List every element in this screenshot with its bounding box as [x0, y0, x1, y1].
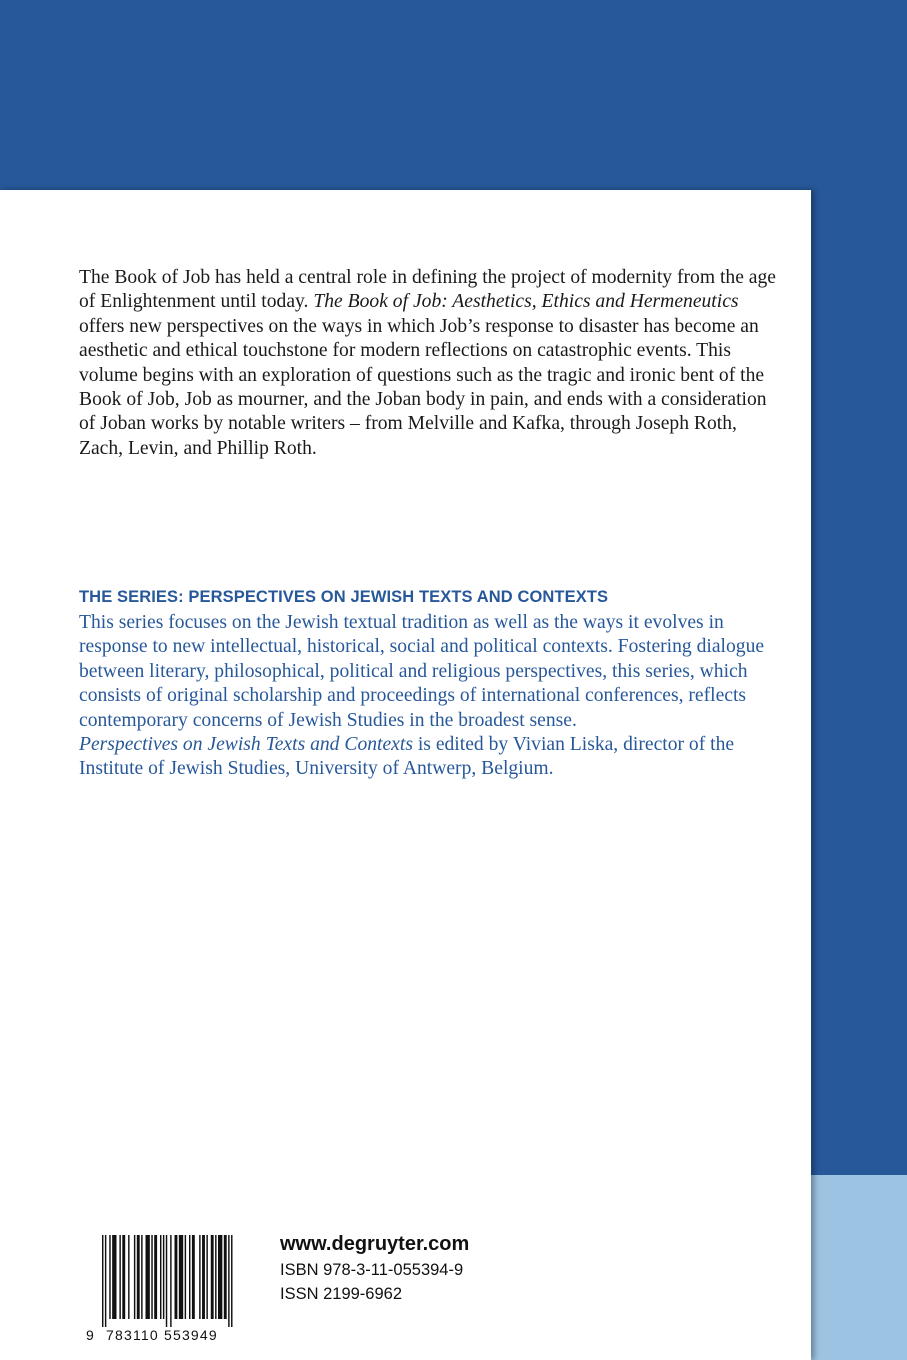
publisher-info [280, 1230, 469, 1306]
series-heading: THE SERIES: PERSPECTIVES ON JEWISH TEXTS AND CONTEXTS [79, 588, 609, 606]
barcode-bar [189, 1235, 190, 1319]
cover-right-light-band [811, 1175, 907, 1360]
series-description: This series focuses on the Jewish textual tradition as well as the ways it evolves in response to new intellectual, historical, social and political contexts. Fostering dialogue between literary, philosophical, political and religious perspectives, this series, which consists of original scholarship and proceedings of international conferences, reflects contemporary concerns of Jewish Studies in the broadest sense. [79, 612, 765, 731]
barcode-bar [122, 1235, 125, 1319]
barcode-bar [211, 1235, 214, 1319]
barcode-bar [179, 1235, 183, 1319]
series-description-block [79, 611, 769, 782]
barcode-bar [102, 1235, 103, 1327]
barcode-bar [119, 1235, 120, 1319]
series-title-italic: Perspectives on Jewish Texts and Contexts [79, 734, 413, 756]
isbn-number: ISBN 978-3-11-055394-9 [280, 1261, 464, 1279]
barcode-bar [224, 1235, 227, 1319]
barcode-bar [185, 1235, 186, 1319]
barcode-bar [154, 1235, 157, 1319]
issn-number: ISSN 2199-6962 [280, 1285, 403, 1303]
barcode-bar [128, 1235, 129, 1319]
barcode-bars [102, 1235, 248, 1327]
barcode-bar [231, 1235, 232, 1327]
barcode-bar [199, 1235, 200, 1319]
barcode-bar [134, 1235, 135, 1319]
barcode-bar [151, 1235, 152, 1319]
barcode-bar [192, 1235, 195, 1319]
barcode-bar [137, 1235, 140, 1319]
blurb-intro: The Book of Job has held a central role in defining the project of modernity from the age of Enlightenment until today. [79, 267, 776, 313]
isbn-barcode [84, 1235, 248, 1345]
back-cover-panel [0, 190, 811, 1360]
barcode-first-digit: 9 [86, 1327, 95, 1343]
barcode-bar [146, 1235, 150, 1319]
barcode-bar [160, 1235, 161, 1319]
barcode-bar [202, 1235, 205, 1319]
publisher-website[interactable]: www.degruyter.com [280, 1233, 470, 1255]
barcode-bar [218, 1235, 222, 1319]
cover-right-band [811, 190, 907, 1175]
barcode-bar [166, 1235, 167, 1327]
barcode-bar [112, 1235, 116, 1319]
book-title-italic: The Book of Job: Aesthetics, Ethics and Hermeneutics [313, 291, 739, 313]
blurb-body: offers new perspectives on the ways in which Job’s response to disaster has become an aesthetic and ethical touchstone for modern reflections on catastrophic events. This volume begins with an exploration of questions such as the tragic and ironic bent of the Book of Job, Job as mourner, and the Joban body in pain, and ends with a consideration of Joban works by notable writers – from Melville and Kafka, through Joseph Roth, Zach, Levin, and Phillip Roth. [79, 315, 767, 459]
cover-top-band [0, 0, 907, 190]
barcode-bar [141, 1235, 142, 1319]
barcode-number: 783110 553949 [106, 1327, 218, 1343]
book-blurb [79, 266, 779, 461]
series-editor-text: is edited by Vivian Liska, director of the Institute of Jewish Studies, University of Antwerp, Belgium. [79, 734, 735, 780]
barcode-bar [109, 1235, 110, 1319]
barcode-bar [228, 1235, 229, 1327]
barcode-bar [206, 1235, 207, 1319]
barcode-bar [175, 1235, 178, 1319]
barcode-bar [105, 1235, 106, 1327]
barcode-bar [170, 1235, 171, 1327]
barcode-bar [215, 1235, 216, 1319]
barcode-bar [163, 1235, 164, 1319]
